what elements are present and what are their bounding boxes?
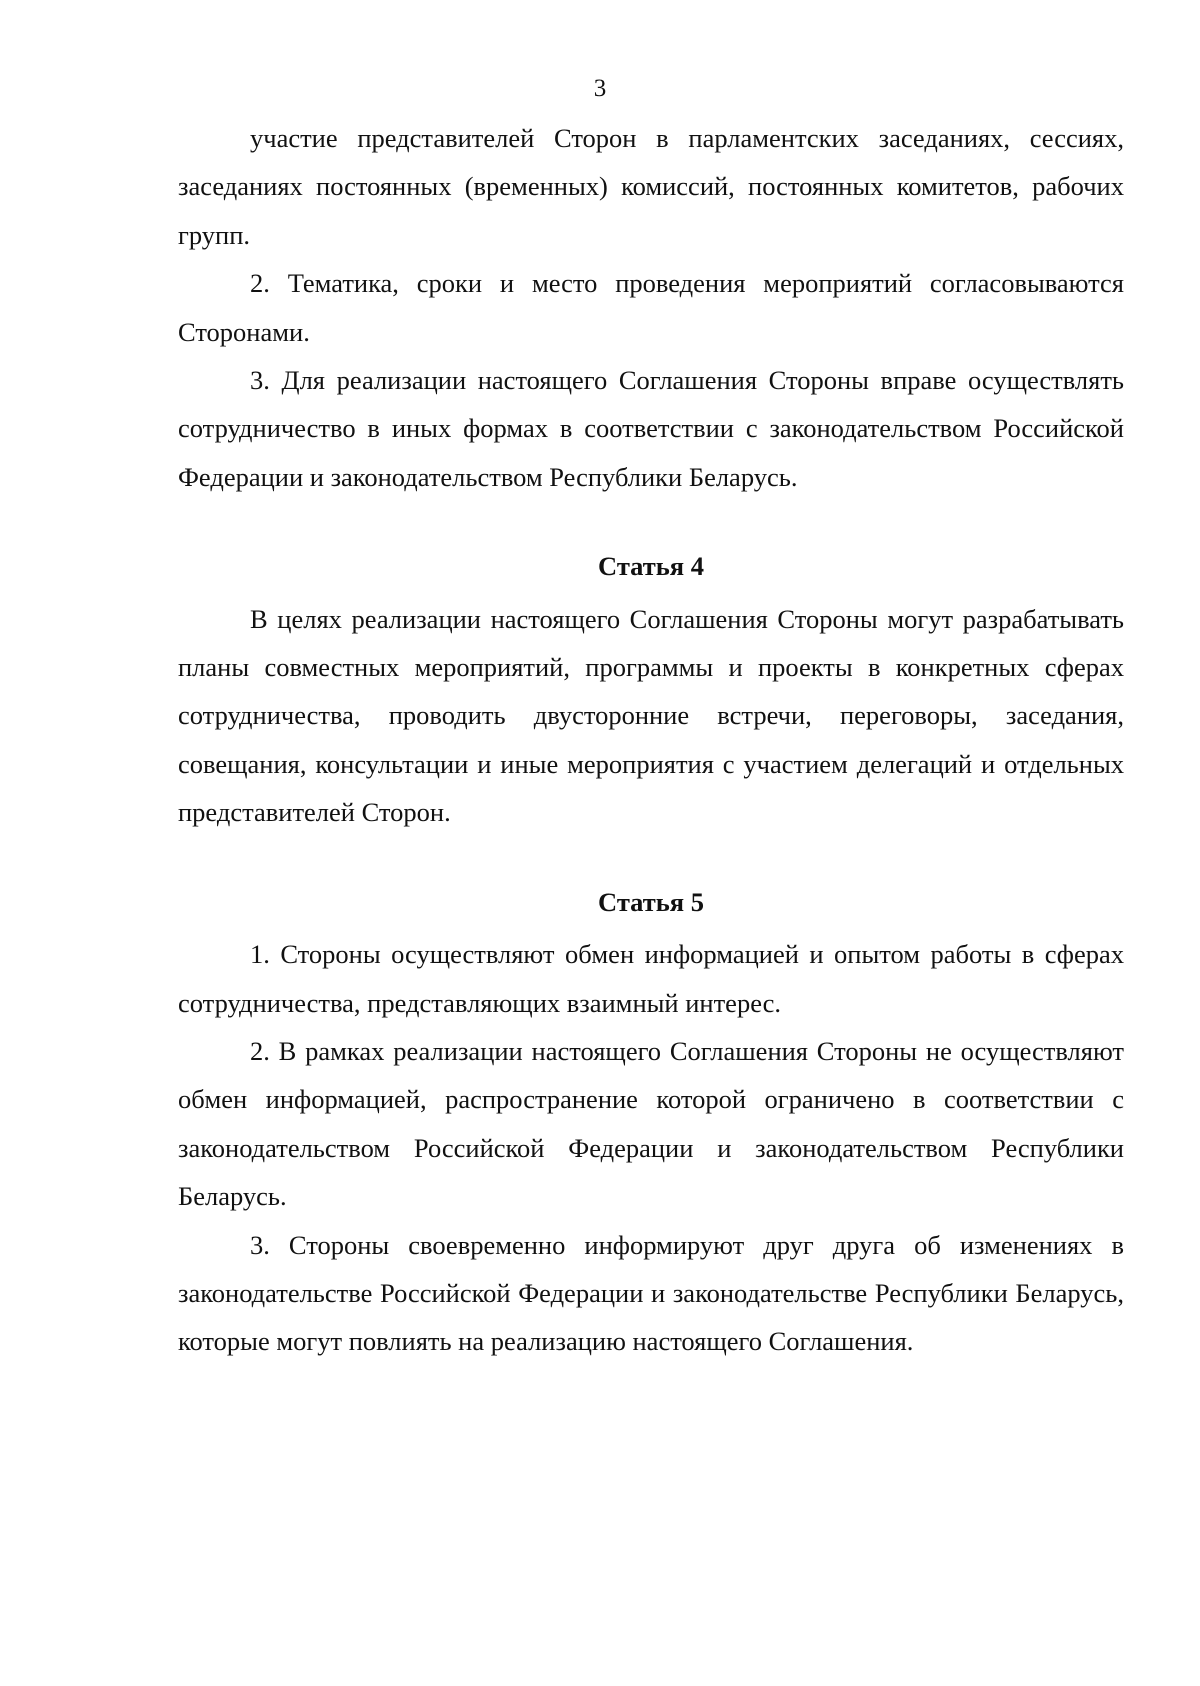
page-number: 3 bbox=[593, 75, 607, 102]
article-4-paragraph: В целях реализации настоящего Соглашения Стороны могут разрабатывать планы совместных мероприятий, программы и проекты в конкретных сферах сотрудничества, проводить двусторонние встречи, переговоры, заседания, совещания, консультации и иные мероприятия с участием делегаций и отдельных представителей Сторон. bbox=[178, 603, 1124, 828]
paragraph-3: 3. Для реализации настоящего Соглашения Стороны вправе осуществлять сотрудничество в иных формах в соответствии с законодательством Российской Федерации и законодательством Республики Беларусь. bbox=[178, 365, 1124, 492]
continuation-paragraph: участие представителей Сторон в парламентских заседаниях, сессиях, заседаниях постоянных (временных) комиссий, постоянных комитетов, рабочих групп. bbox=[178, 123, 1124, 250]
article-5-paragraph-3: 3. Стороны своевременно информируют друг друга об изменениях в законодательстве Российской Федерации и законодательстве Республики Беларусь, которые могут повлиять на реализацию настоящего Соглашения. bbox=[178, 1229, 1124, 1357]
paragraph-2: 2. Тематика, сроки и место проведения мероприятий согласовываются Сторонами. bbox=[178, 268, 1124, 347]
article-4-heading: Статья 4 bbox=[598, 551, 704, 582]
article-5-paragraph-1: 1. Стороны осуществляют обмен информацией и опытом работы в сферах сотрудничества, представляющих взаимный интерес. bbox=[178, 939, 1124, 1018]
article-5-heading: Статья 5 bbox=[598, 886, 704, 917]
document-body bbox=[178, 114, 1124, 1366]
article-5-paragraph-2: 2. В рамках реализации настоящего Соглашения Стороны не осуществляют обмен информацией, распространение которой ограничено в соответствии с законодательством Российской Федерации и законодательством Республики Беларусь. bbox=[178, 1035, 1124, 1212]
